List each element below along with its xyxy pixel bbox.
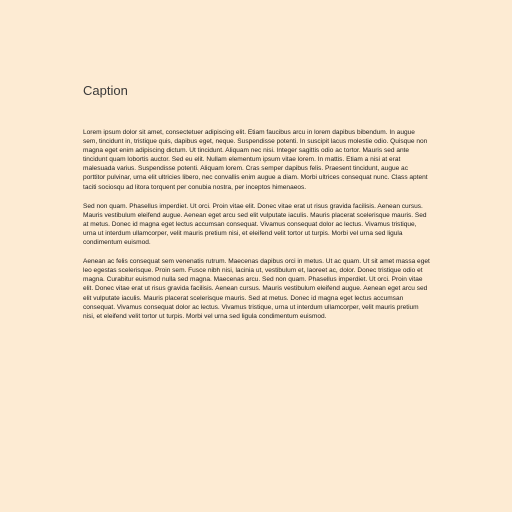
paragraph: Sed non quam. Phasellus imperdiet. Ut orci. Proin vitae elit. Donec vitae erat ut risus gravida facilisis. Aenean cursus. Mauris vestibulum eleifend augue. Aenean eget arcu sed elit vulputate iaculis. Mauris placerat scelerisque mauris. Sed at metus. Donec id magna eget lectus accumsan consequat. Vivamus consequat dolor ac lectus. Vivamus tristique, urna ut interdum ullamcorper, velit mauris pretium nisi, et eleifend velit tortor ut turpis. Morbi vel urna sed ligula condimentum euismod.: [83, 202, 427, 247]
caption-heading: Caption: [83, 83, 128, 98]
paragraph: Aenean ac felis consequat sem venenatis rutrum. Maecenas dapibus orci in metus. Ut ac quam. Ut sit amet massa eget leo egestas scelerisque. Proin sem. Fusce nibh nisi, lacinia ut, vestibulum et, laoreet ac, dolor. Donec tristique odio et magna. Curabitur euismod nulla sed magna. Maecenas arcu. Sed non quam. Phasellus imperdiet. Ut orci. Proin vitae elit. Donec vitae erat ut risus gravida facilisis. Aenean cursus. Mauris vestibulum eleifend augue. Aenean eget arcu sed elit vulputate iaculis. Mauris placerat scelerisque mauris. Sed at metus. Donec id magna eget lectus accumsan consequat. Vivamus consequat dolor ac lectus. Vivamus tristique, urna ut interdum ullamcorper, velit mauris pretium nisi, et eleifend velit tortor ut turpis. Morbi vel urna sed ligula condimentum euismod.: [83, 258, 430, 320]
paragraph: Lorem ipsum dolor sit amet, consectetuer adipiscing elit. Etiam faucibus arcu in lorem dapibus bibendum. In augue sem, tincidunt in, tristique quis, dapibus eget, neque. Suspendisse potenti. In suscipit lacus molestie odio. Quisque non magna eget enim adipiscing dictum. Ut tincidunt. Aliquam nec nisi. Integer sagittis odio ac tortor. Mauris sed ante tincidunt quam lobortis auctor. Sed eu elit. Nullam elementum ipsum vitae lorem. In mattis. Etiam a nisi at erat malesuada varius. Suspendisse potenti. Aliquam lorem. Cras semper dapibus felis. Praesent tincidunt, augue ac porttitor pulvinar, urna elit ultricies libero, nec convallis enim augue a diam. Morbi ultrices consequat nunc. Class aptent taciti sociosqu ad litora torquent per conubia nostra, per inceptos himenaeos.: [83, 129, 428, 191]
body-text: [83, 128, 430, 331]
